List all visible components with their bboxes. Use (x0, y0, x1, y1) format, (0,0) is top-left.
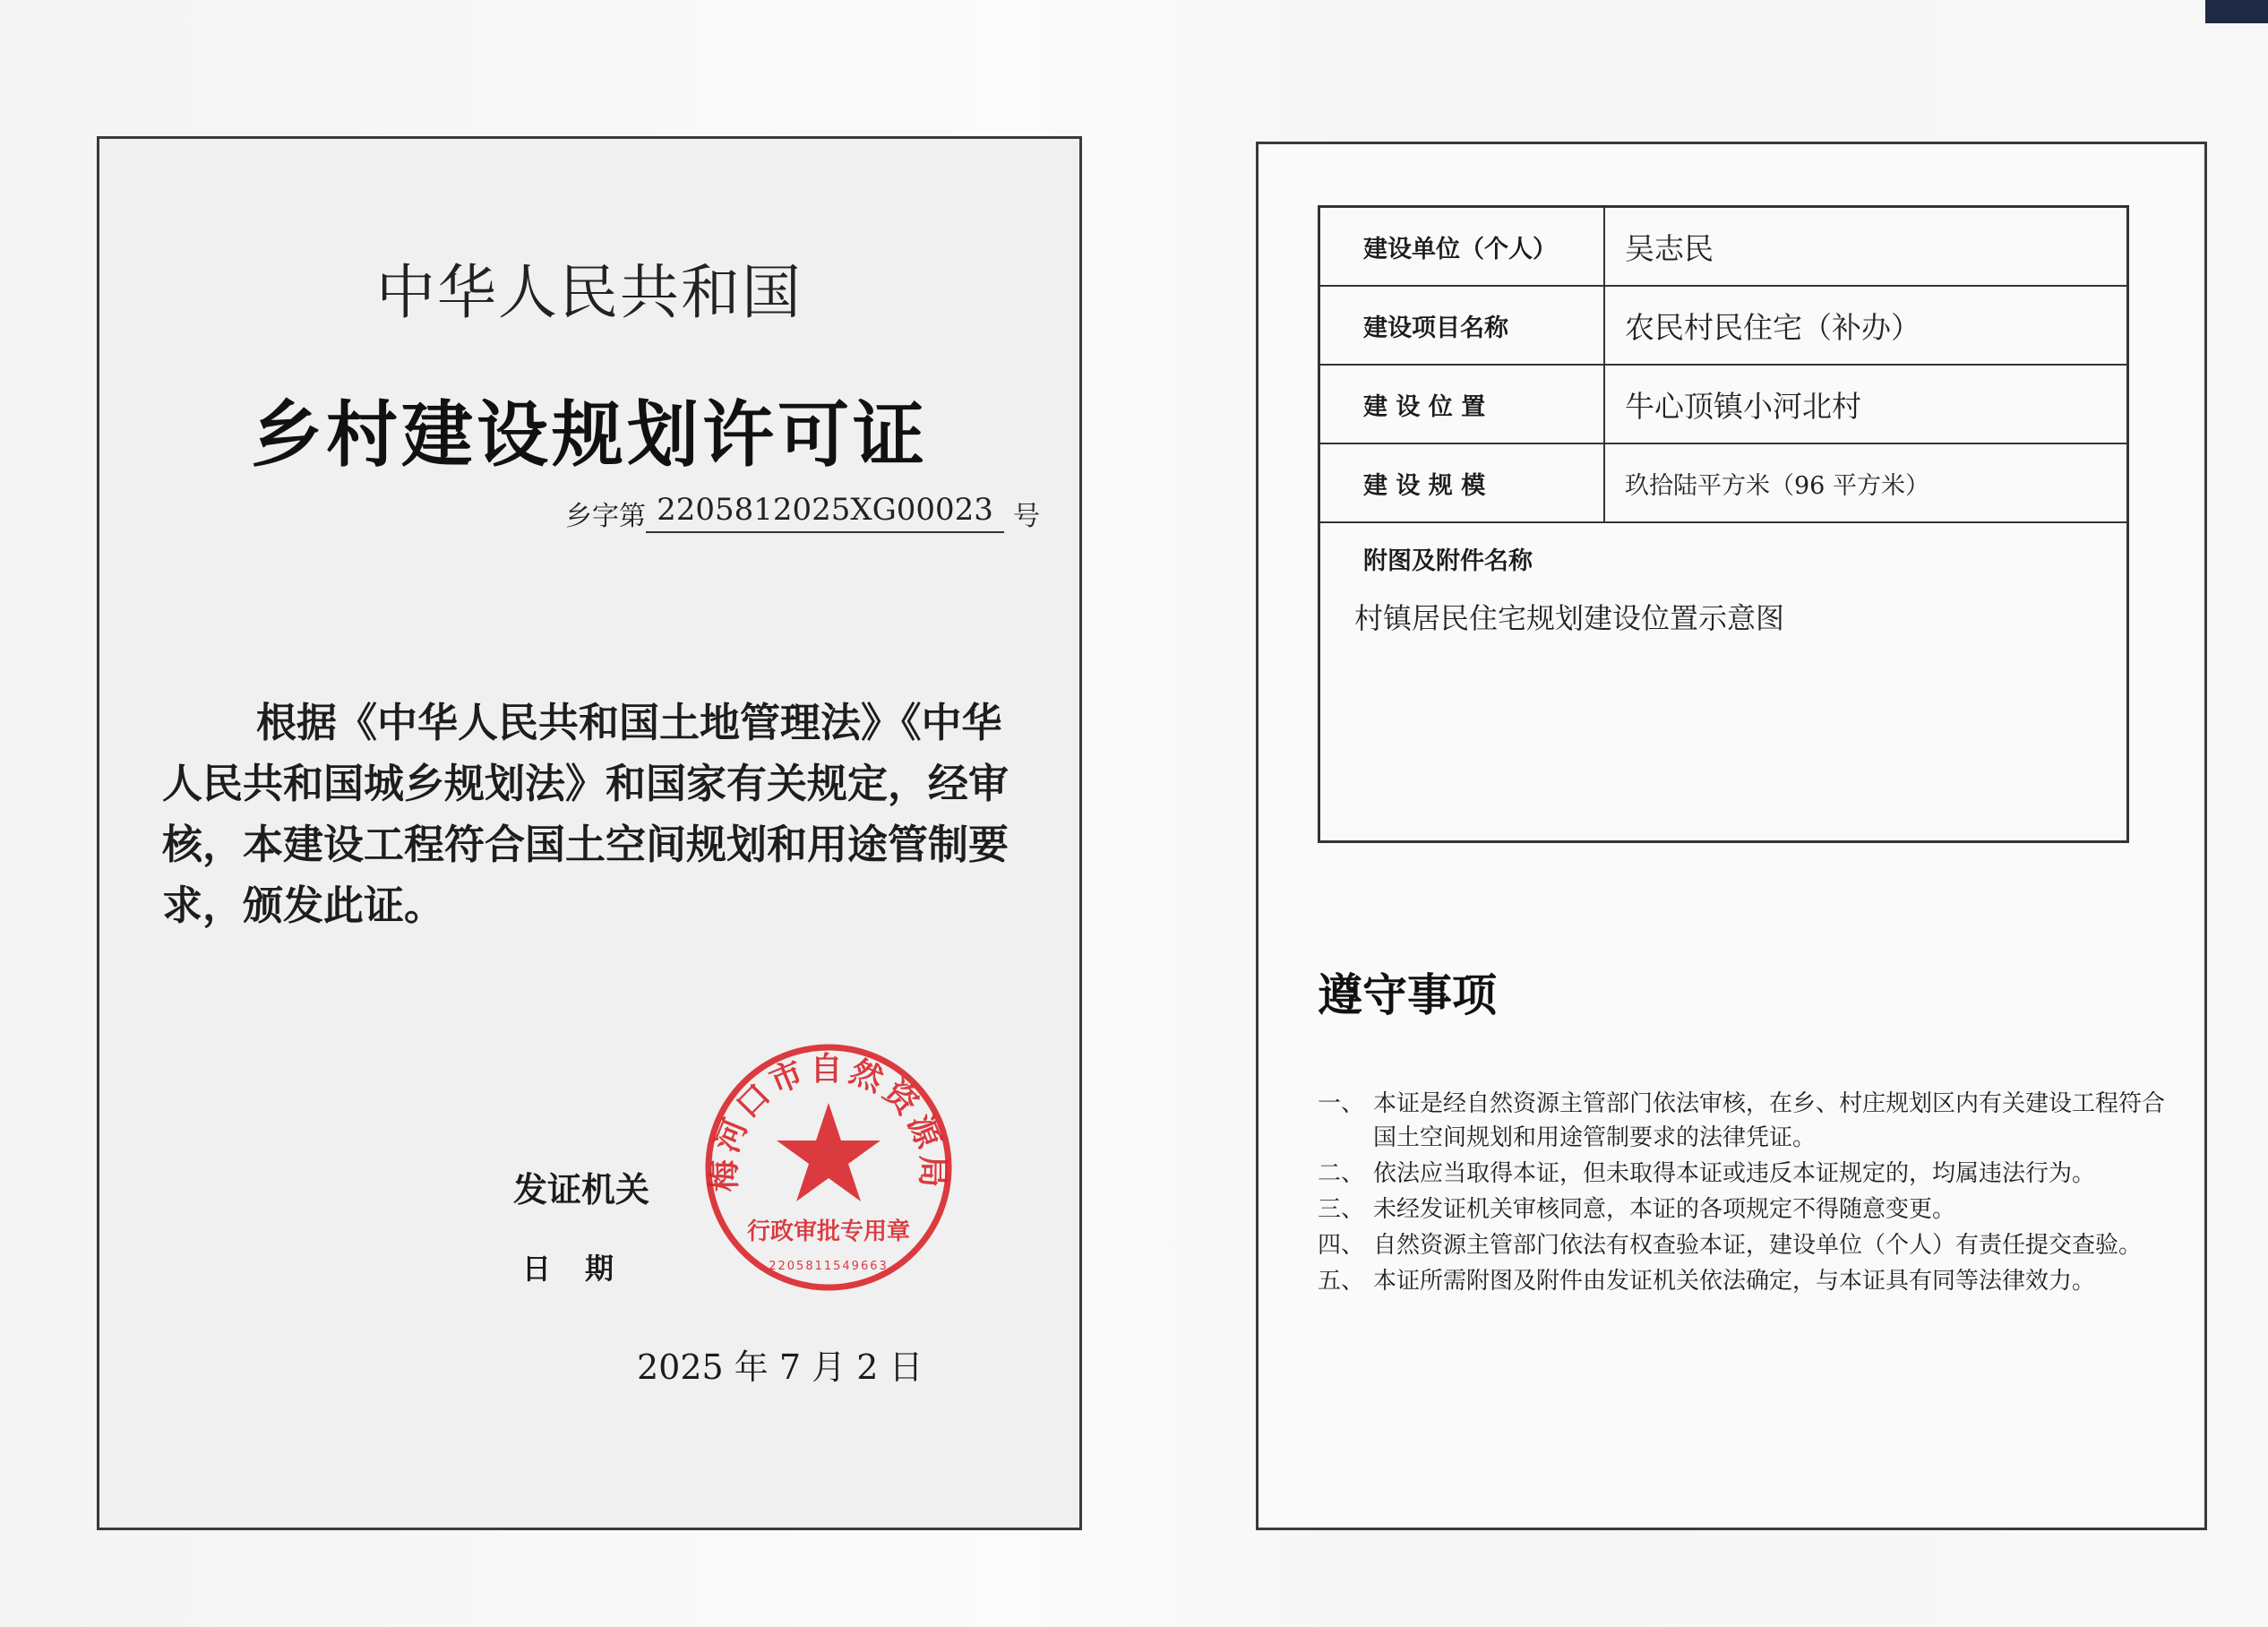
note-index: 一、 (1318, 1090, 1365, 1117)
info-row-scale (1320, 444, 2126, 523)
project-info-table (1318, 205, 2129, 843)
note-text: 未经发证机关审核同意，本证的各项规定不得随意变更。 (1373, 1196, 1956, 1223)
note-item (1318, 1264, 2169, 1298)
certificate-body-text: 根据《中华人民共和国土地管理法》《中华人民共和国城乡规划法》和国家有关规定，经审核，本建设工程符合国土空间规划和用途管制要求，颁发此证。 (162, 699, 1009, 929)
project-name-label: 建设项目名称 (1320, 287, 1605, 364)
notes-list (1318, 1087, 2169, 1300)
seal-star-icon (777, 1103, 881, 1201)
note-index: 三、 (1318, 1196, 1365, 1223)
builder-value: 吴志民 (1625, 230, 1714, 266)
number-suffix: 号 (1013, 501, 1040, 532)
info-row-attachments (1320, 523, 2126, 840)
note-index: 二、 (1318, 1160, 1365, 1187)
builder-label: 建设单位（个人） (1320, 208, 1605, 285)
certificate-number: 2205812025XG00023 (646, 492, 1004, 533)
country-name: 中华人民共和国 (376, 258, 803, 327)
seal-center-text: 行政审批专用章 (746, 1218, 911, 1245)
info-row-builder (1320, 208, 2126, 287)
seal-ring-text: 梅河口市自然资源局 (706, 1050, 951, 1192)
attachment-label: 附图及附件名称 (1363, 547, 1533, 575)
note-item (1318, 1087, 2169, 1155)
certificate-front-page (97, 136, 1082, 1530)
note-text: 自然资源主管部门依法有权查验本证，建设单位（个人）有责任提交查验。 (1373, 1232, 2143, 1259)
date-label: 日期 (522, 1252, 649, 1286)
location-value: 牛心顶镇小河北村 (1625, 388, 1861, 424)
note-item (1318, 1192, 2169, 1227)
note-item (1318, 1157, 2169, 1191)
certificate-title: 乡村建设规划许可证 (251, 393, 928, 477)
corner-mark (2205, 0, 2268, 23)
project-name-value: 农民村民住宅（补办） (1625, 309, 1920, 345)
scale-value: 玖拾陆平方米（96 平方米） (1625, 471, 1929, 500)
notes-title: 遵守事项 (1318, 969, 1497, 1021)
attachment-value: 村镇居民住宅规划建设位置示意图 (1354, 601, 1785, 635)
certificate-back-page (1256, 142, 2207, 1530)
seal-code: 2205811549663 (769, 1260, 889, 1273)
info-row-location (1320, 366, 2126, 444)
official-seal (701, 1040, 956, 1295)
issuer-label: 发证机关 (513, 1170, 650, 1209)
note-index: 四、 (1318, 1232, 1365, 1259)
location-label: 建 设 位 置 (1320, 366, 1605, 443)
certificate-number-row (565, 492, 1040, 533)
note-text: 本证所需附图及附件由发证机关依法确定，与本证具有同等法律效力。 (1373, 1268, 2096, 1295)
scale-label: 建 设 规 模 (1320, 444, 1605, 521)
note-text: 依法应当取得本证，但未取得本证或违反本证规定的，均属违法行为。 (1373, 1160, 2096, 1187)
info-row-project-name (1320, 287, 2126, 366)
number-prefix: 乡字第 (565, 501, 646, 532)
note-index: 五、 (1318, 1268, 1365, 1295)
issue-date: 2025 年 7 月 2 日 (637, 1347, 924, 1387)
note-text: 本证是经自然资源主管部门依法审核，在乡、村庄规划区内有关建设工程符合国土空间规划和用途管制要求的法律凭证。 (1373, 1090, 2166, 1151)
note-item (1318, 1228, 2169, 1262)
